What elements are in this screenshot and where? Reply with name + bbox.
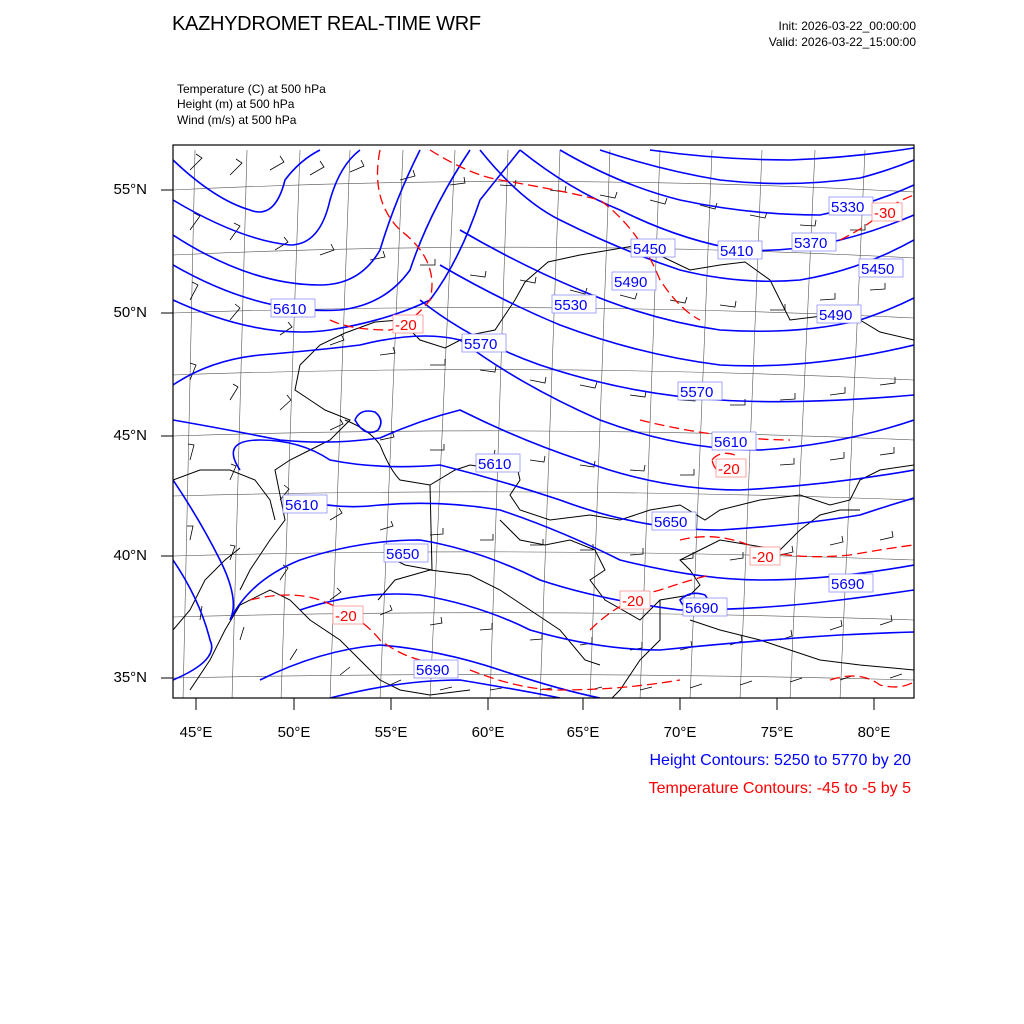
page-title: KAZHYDROMET REAL-TIME WRF: [172, 13, 481, 35]
temperature-label: -20: [335, 608, 357, 625]
lon-label: 45°E: [179, 724, 213, 741]
lon-label: 75°E: [760, 724, 794, 741]
lat-label: 50°N: [113, 304, 147, 321]
temperature-label: -20: [752, 549, 774, 566]
height-label: 5450: [633, 241, 667, 258]
init-time: Init: 2026-03-22_00:00:00: [778, 19, 916, 33]
height-label: 5690: [416, 662, 450, 679]
lon-label: 70°E: [663, 724, 697, 741]
lon-label: 60°E: [471, 724, 505, 741]
lon-label: 65°E: [566, 724, 600, 741]
height-label: 5650: [386, 546, 420, 563]
height-label: 5370: [794, 235, 828, 252]
temperature-label: -20: [622, 593, 644, 610]
lon-label: 80°E: [857, 724, 891, 741]
height-label: 5490: [614, 274, 648, 291]
lat-label: 40°N: [113, 547, 147, 564]
height-label: 5570: [680, 384, 714, 401]
height-label: 5490: [819, 307, 853, 324]
height-label: 5610: [478, 456, 512, 473]
lon-label: 55°E: [374, 724, 408, 741]
temperature-label: -20: [718, 461, 740, 478]
lon-label: 50°E: [277, 724, 311, 741]
valid-time: Valid: 2026-03-22_15:00:00: [768, 35, 916, 49]
temperature-contour-legend: Temperature Contours: -45 to -5 by 5: [648, 780, 911, 797]
field-wind: Wind (m/s) at 500 hPa: [177, 113, 297, 127]
height-label: 5690: [831, 576, 865, 593]
height-label: 5610: [714, 434, 748, 451]
height-label: 5610: [285, 497, 319, 514]
lat-label: 35°N: [113, 669, 147, 686]
height-label: 5330: [831, 199, 865, 216]
field-temperature: Temperature (C) at 500 hPa: [177, 82, 326, 96]
temperature-label: -20: [395, 317, 417, 334]
temperature-label: -30: [874, 205, 896, 222]
lat-label: 55°N: [113, 181, 147, 198]
height-contour-legend: Height Contours: 5250 to 5770 by 20: [649, 752, 911, 769]
height-label: 5650: [654, 514, 688, 531]
height-label: 5530: [554, 297, 588, 314]
lat-label: 45°N: [113, 427, 147, 444]
field-height: Height (m) at 500 hPa: [177, 97, 295, 111]
height-label: 5410: [720, 243, 754, 260]
height-label: 5690: [685, 600, 719, 617]
graticule: [173, 150, 914, 700]
height-label: 5570: [464, 336, 498, 353]
height-label: 5610: [273, 301, 307, 318]
height-label: 5450: [861, 261, 895, 278]
